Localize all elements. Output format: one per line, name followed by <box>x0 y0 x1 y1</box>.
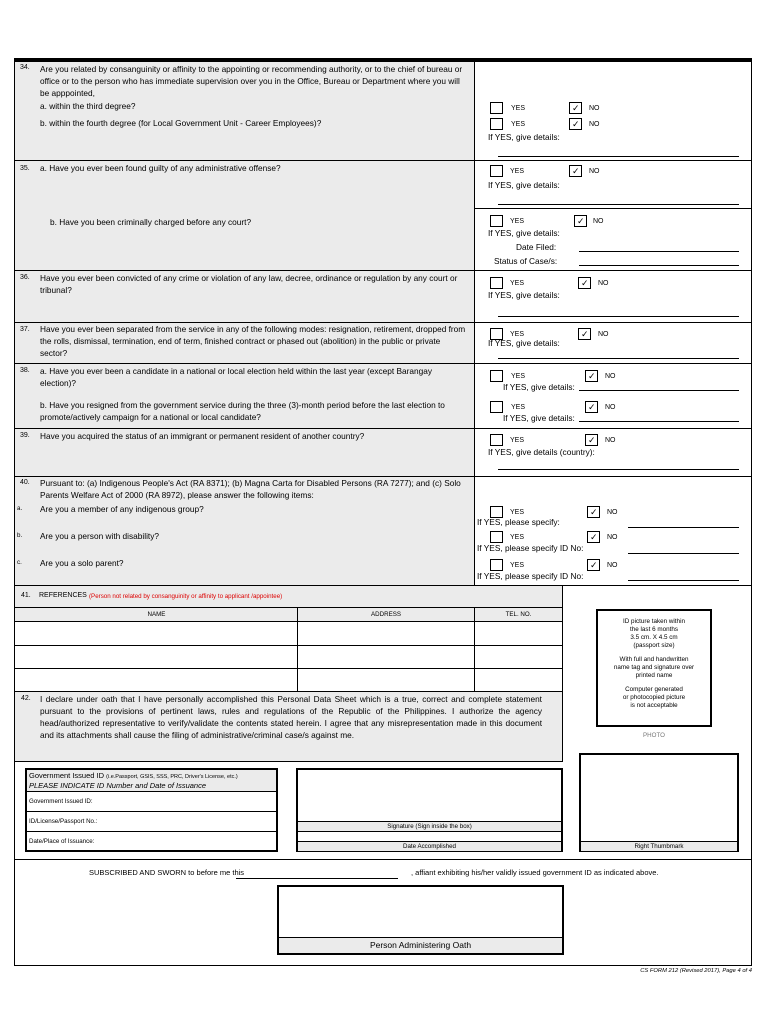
references-col-address: ADDRESS <box>371 611 401 618</box>
sworn-divider <box>15 859 751 860</box>
q42-number: 42. <box>21 695 31 702</box>
reference-row-1[interactable] <box>15 622 563 646</box>
q37-number: 37. <box>20 326 30 333</box>
q39-no-checkbox[interactable] <box>585 434 598 446</box>
q36-number: 36. <box>20 274 30 281</box>
q38b-details-label: If YES, give details: <box>503 413 575 423</box>
reference-row-3[interactable] <box>15 669 563 692</box>
sworn-date-line[interactable] <box>236 878 398 879</box>
q40c-details-line[interactable] <box>628 580 739 581</box>
sworn-text-b: , affiant exhibiting his/her validly issued government ID as indicated above. <box>411 868 659 877</box>
references-title: REFERENCES <box>39 592 87 599</box>
q35a-details-line[interactable] <box>498 204 739 205</box>
q38-b-text: b. Have you resigned from the government service during the three (3)-month period before the last election to promote/actively campaign for a national or local candidate? <box>40 400 445 422</box>
q40a-no-label: NO <box>607 509 618 516</box>
q40b-details-label: If YES, please specify ID No: <box>477 543 584 553</box>
q35b-details-label: If YES, give details: <box>488 228 560 238</box>
q38-a-text: a. Have you ever been a candidate in a national or local election held within the last year (except Barangay election)? <box>40 366 433 388</box>
q40c-no-checkbox[interactable] <box>587 559 600 571</box>
photo-label: PHOTO <box>643 732 665 739</box>
q34-details-label: If YES, give details: <box>488 132 560 142</box>
q38a-details-line[interactable] <box>579 390 739 391</box>
q38b-no-checkbox[interactable] <box>585 401 598 413</box>
q38a-no-label: NO <box>605 373 616 380</box>
id-number-row-label: ID/License/Passport No.: <box>29 818 98 825</box>
government-id-row-label: Government Issued ID: <box>29 798 93 805</box>
q35a-no-checkbox[interactable] <box>569 165 582 177</box>
q35-a-text: a. Have you ever been found guilty of any administrative offense? <box>40 163 281 173</box>
q38b-details-line[interactable] <box>579 421 739 422</box>
q36-no-label: NO <box>598 280 609 287</box>
q36-details-label: If YES, give details: <box>488 290 560 300</box>
photo-instructions <box>598 618 710 710</box>
q40a-details-label: If YES, please specify: <box>477 517 560 527</box>
sworn-text-a: SUBSCRIBED AND SWORN to before me this <box>89 868 245 877</box>
q37-no-label: NO <box>598 331 609 338</box>
q40b-no-checkbox[interactable] <box>587 531 600 543</box>
q38a-yes-checkbox[interactable] <box>490 370 503 382</box>
q38-number: 38. <box>20 367 30 374</box>
q38b-yes-checkbox[interactable] <box>490 401 503 413</box>
q34b-no-checkbox[interactable] <box>569 118 582 130</box>
q35b-yes-label: YES <box>510 218 525 225</box>
government-id-subtitle: PLEASE INDICATE ID Number and Date of Issuance <box>29 781 207 790</box>
references-col-name: NAME <box>147 611 166 618</box>
photo-line-9: or photocopied picture <box>622 694 686 701</box>
q38a-details-label: If YES, give details: <box>503 382 575 392</box>
q40-number: 40. <box>20 479 30 486</box>
q34-b-text: b. within the fourth degree (for Local Government Unit - Career Employees)? <box>40 118 322 128</box>
q40-a-letter: a. <box>17 505 23 512</box>
photo-line-4: (passport size) <box>633 642 675 649</box>
photo-line-7: printed name <box>635 672 673 679</box>
signature-label: Signature (Sign inside the box) <box>387 823 472 830</box>
q40b-details-line[interactable] <box>628 553 739 554</box>
q34a-yes-label: YES <box>511 105 526 112</box>
q37-text: Have you ever been separated from the service in any of the following modes: resignation, retirement, dropped from the rolls, dismissal, termination, end of term, finished contract or phased out (abolition) in the public or private sector? <box>40 324 466 358</box>
q34-text: Are you related by consanguinity or affinity to the appointing or recommending authority, or to the chief of bureau or office or to the person who has immediate supervision over you in the Office, Bureau or Department where you will be apppointed, <box>40 64 463 98</box>
q40-c-text: Are you a solo parent? <box>40 558 124 568</box>
signature-box[interactable] <box>296 768 563 852</box>
photo-line-2: the last 6 months <box>630 626 678 633</box>
q40c-details-label: If YES, please specify ID No: <box>477 571 584 581</box>
q35-number: 35. <box>20 165 30 172</box>
q41-number: 41. <box>21 592 31 599</box>
q36-yes-checkbox[interactable] <box>490 277 503 289</box>
references-note: (Person not related by consanguinity or affinity to applicant /appointee) <box>89 593 283 600</box>
q34b-yes-checkbox[interactable] <box>490 118 503 130</box>
q34b-yes-label: YES <box>511 121 526 128</box>
q40-b-text: Are you a person with disability? <box>40 531 159 541</box>
q35-b-text: b. Have you been criminally charged before any court? <box>50 217 252 227</box>
q42-text: I declare under oath that I have personally accomplished this Personal Data Sheet which is a true, correct and complete statement pursuant to the provisions of pertinent laws, rules and regulations of the Republic of the Philippines. I authorize the agency head/authorized representative to verify/validate the contents stated herein. I agree that any misrepresentation made in this document and its attachments shall cause the filing of administrative/criminal case/s against me. <box>40 694 542 740</box>
q40a-no-checkbox[interactable] <box>587 506 600 518</box>
q36-text: Have you ever been convicted of any crime or violation of any law, decree, ordinance or regulation by any court or tribunal? <box>40 273 458 295</box>
q34a-no-label: NO <box>589 105 600 112</box>
q39-text: Have you acquired the status of an immigrant or permanent resident of another country? <box>40 431 365 441</box>
q35a-details-label: If YES, give details: <box>488 180 560 190</box>
q34b-no-label: NO <box>589 121 600 128</box>
oath-label: Person Administering Oath <box>369 940 472 950</box>
photo-line-5: With full and handwritten <box>619 656 689 663</box>
q40b-yes-label: YES <box>510 534 525 541</box>
q34-details-line[interactable] <box>498 156 739 157</box>
q38b-yes-label: YES <box>511 404 526 411</box>
reference-row-2[interactable] <box>15 646 563 669</box>
q35a-yes-checkbox[interactable] <box>490 165 503 177</box>
q40-a-text: Are you a member of any indigenous group? <box>40 504 204 514</box>
q35b-date-filed-label: Date Filed: <box>516 242 557 252</box>
date-place-row-label: Date/Place of Issuance: <box>29 838 95 845</box>
q36-no-checkbox[interactable] <box>578 277 591 289</box>
q40-c-letter: c. <box>17 559 22 566</box>
thumbmark-box[interactable] <box>579 753 739 852</box>
q37-details-label: If YES, give details: <box>488 338 560 348</box>
q34-a-text: a. within the third degree? <box>40 101 136 111</box>
photo-line-1: ID picture taken within <box>623 618 685 625</box>
q40a-yes-label: YES <box>510 509 525 516</box>
q35b-status-label: Status of Case/s: <box>494 256 558 266</box>
q39-number: 39. <box>20 432 30 439</box>
q35b-status-line[interactable] <box>579 265 739 266</box>
government-id-title-note: (i.e.Passport, GSIS, SSS, PRC, Driver's License, etc.) <box>106 774 238 780</box>
photo-line-10: is not acceptable <box>630 702 678 709</box>
date-accomplished-label: Date Accomplished <box>403 843 456 850</box>
q40c-yes-label: YES <box>510 562 525 569</box>
q37-no-checkbox[interactable] <box>578 328 591 340</box>
thumbmark-label: Right Thumbmark <box>634 843 684 850</box>
q38a-no-checkbox[interactable] <box>585 370 598 382</box>
q40a-details-line[interactable] <box>628 527 739 528</box>
q34a-yes-checkbox[interactable] <box>490 102 503 114</box>
q39-no-label: NO <box>605 437 616 444</box>
q35a-yes-label: YES <box>510 168 525 175</box>
q36-yes-label: YES <box>510 280 525 287</box>
form-footer: CS FORM 212 (Revised 2017), Page 4 of 4 <box>640 968 752 974</box>
q35b-yes-checkbox[interactable] <box>490 215 503 227</box>
q36-details-line[interactable] <box>498 316 739 317</box>
q38a-yes-label: YES <box>511 373 526 380</box>
photo-line-8: Computer generated <box>625 686 683 693</box>
q39-details-label: If YES, give details (country): <box>488 447 595 457</box>
q40-b-letter: b. <box>17 532 23 539</box>
q37-yes-label: YES <box>510 331 525 338</box>
q40b-no-label: NO <box>607 534 618 541</box>
q39-yes-checkbox[interactable] <box>490 434 503 446</box>
q35b-no-checkbox[interactable] <box>574 215 587 227</box>
q40c-no-label: NO <box>607 562 618 569</box>
q34a-no-checkbox[interactable] <box>569 102 582 114</box>
q38b-no-label: NO <box>605 404 616 411</box>
q40-intro-text: Pursuant to: (a) Indigenous People's Act (RA 8371); (b) Magna Carta for Disabled Persons (RA 7277); and (c) Solo Parents Welfare Act of 2000 (RA 8972), please answer the following items: <box>40 478 461 500</box>
q39-yes-label: YES <box>510 437 525 444</box>
references-col-tel: TEL. NO. <box>505 611 532 618</box>
photo-line-3: 3.5 cm. X 4.5 cm <box>630 634 678 641</box>
q35b-date-filed-line[interactable] <box>579 251 739 252</box>
photo-line-6: name tag and signature over <box>613 664 695 671</box>
q35b-no-label: NO <box>593 218 604 225</box>
government-id-title: Government Issued ID <box>29 771 105 780</box>
q39-details-line[interactable] <box>498 469 739 470</box>
q34-number: 34. <box>20 64 30 71</box>
q37-details-line[interactable] <box>498 358 739 359</box>
q35a-no-label: NO <box>589 168 600 175</box>
